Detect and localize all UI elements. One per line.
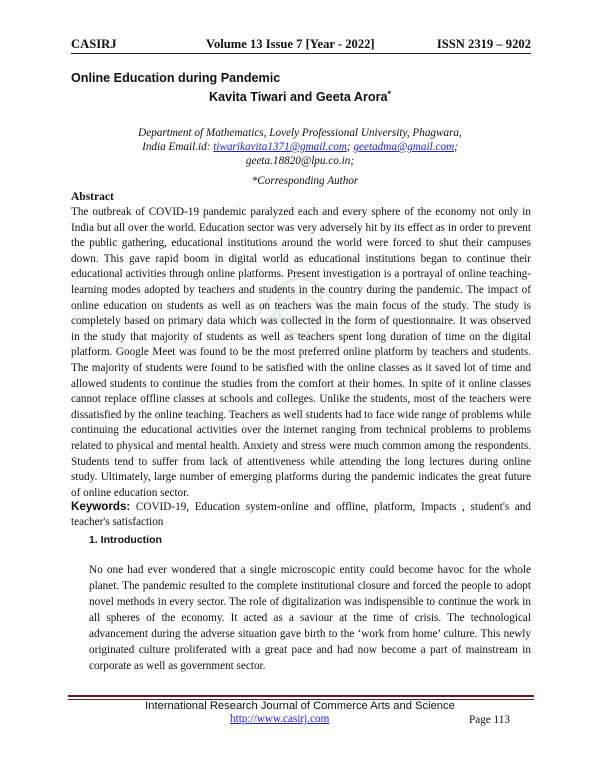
header-journal: CASIRJ <box>71 37 117 51</box>
header-issn: ISSN 2319 – 9202 <box>436 37 531 51</box>
footer-url-link[interactable]: http://www.casirj.com <box>230 713 330 725</box>
affiliation-line-1: Department of Mathematics, Lovely Professional University, Phagwara, <box>138 127 462 139</box>
footer-journal-name: International Research Journal of Commerce Arts and Science <box>145 700 455 712</box>
keywords-paragraph <box>71 500 531 529</box>
abstract-heading: Abstract <box>71 191 114 203</box>
paper-title: Online Education during Pandemic <box>71 71 281 85</box>
affiliation-line-3: geeta.18820@lpu.co.in; <box>245 155 355 167</box>
email-prefix: India Email.id: <box>142 141 214 153</box>
author-mark: * <box>387 89 391 99</box>
affiliation <box>0 126 600 168</box>
email-link-1[interactable]: tiwarikavita1371@gmail.com <box>213 141 347 153</box>
keywords-text: COVID-19, Education system-online and offline, platform, Impacts , student's and teacher's satisfaction <box>71 501 531 528</box>
introduction-heading: 1. Introduction <box>89 534 162 546</box>
introduction-body: No one had ever wondered that a single microscopic entity could become havoc for the whole planet. The pandemic resulted to the complete institutional closure and forced the people to adopt novel methods in every sector. The role of digitalization was indispensible to continue the work in all spheres of the economy. It acted as a saviour at the time of crisis. The technological advancement during the adverse situation gave birth to the ‘work from home’ culture. This newly originated culture proliferated with a great pace and had now become a part of mainstream in corporate as well as government sector. <box>89 564 531 672</box>
page-number: Page 113 <box>469 714 510 726</box>
corresponding-author-note: *Corresponding Author <box>251 175 359 187</box>
running-header <box>71 37 531 53</box>
footer-rule-thick <box>68 695 534 697</box>
affiliation-line-2 <box>0 140 600 154</box>
header-volume: Volume 13 Issue 7 [Year - 2022] <box>206 37 375 51</box>
abstract-body: The outbreak of COVID-19 pandemic paralyzed each and every sphere of the economy not only in India but all over the world. Education sector was very adversely hit by its effect as in order to prevent the public gathering, educational institutions around the world were forced to shut their campuses down. This gave rapid boom in digital world as educational institutions began to continue their educational activities through online platforms. Present investigation is a portrayal of online teaching-learning modes adopted by teachers and students in the country during the pandemic. The impact of online education on students as well as on teachers was the main focus of the study. The study is completely based on primary data which was collected in the form of questionnaire. It was observed in the study that majority of students as well as teachers spent long duration of time on the digital platform. Google Meet was found to be the most preferred online platform by teachers and students. The majority of students were found to be satisfied with the online classes as it saved lot of time and allowed students to continue the studies from the comfort at their homes. In spite of it online classes cannot replace offline classes at schools and colleges. Unlike the students, most of the teachers were dissatisfied by the online teaching. Teachers as well students had to face wide range of problems while continuing the educational activities over the internet ranging from technical problems to problems related to physical and mental health. Anxiety and stress were much common among the respondents. Students tend to suffer from lack of attentiveness while attending the long lectures during online study. Ultimately, large number of emerging platforms during the pandemic indicates the great future of online education sector. <box>71 206 531 499</box>
email-separator-2: ; <box>454 141 458 153</box>
email-link-2[interactable]: geetadma@gmail.com <box>353 141 455 153</box>
keywords-label: Keywords: <box>71 500 131 513</box>
email-separator-1: ; <box>346 141 354 153</box>
paper-authors <box>0 90 600 104</box>
header-rule <box>71 53 531 54</box>
author-names: Kavita Tiwari and Geeta Arora <box>209 90 388 104</box>
